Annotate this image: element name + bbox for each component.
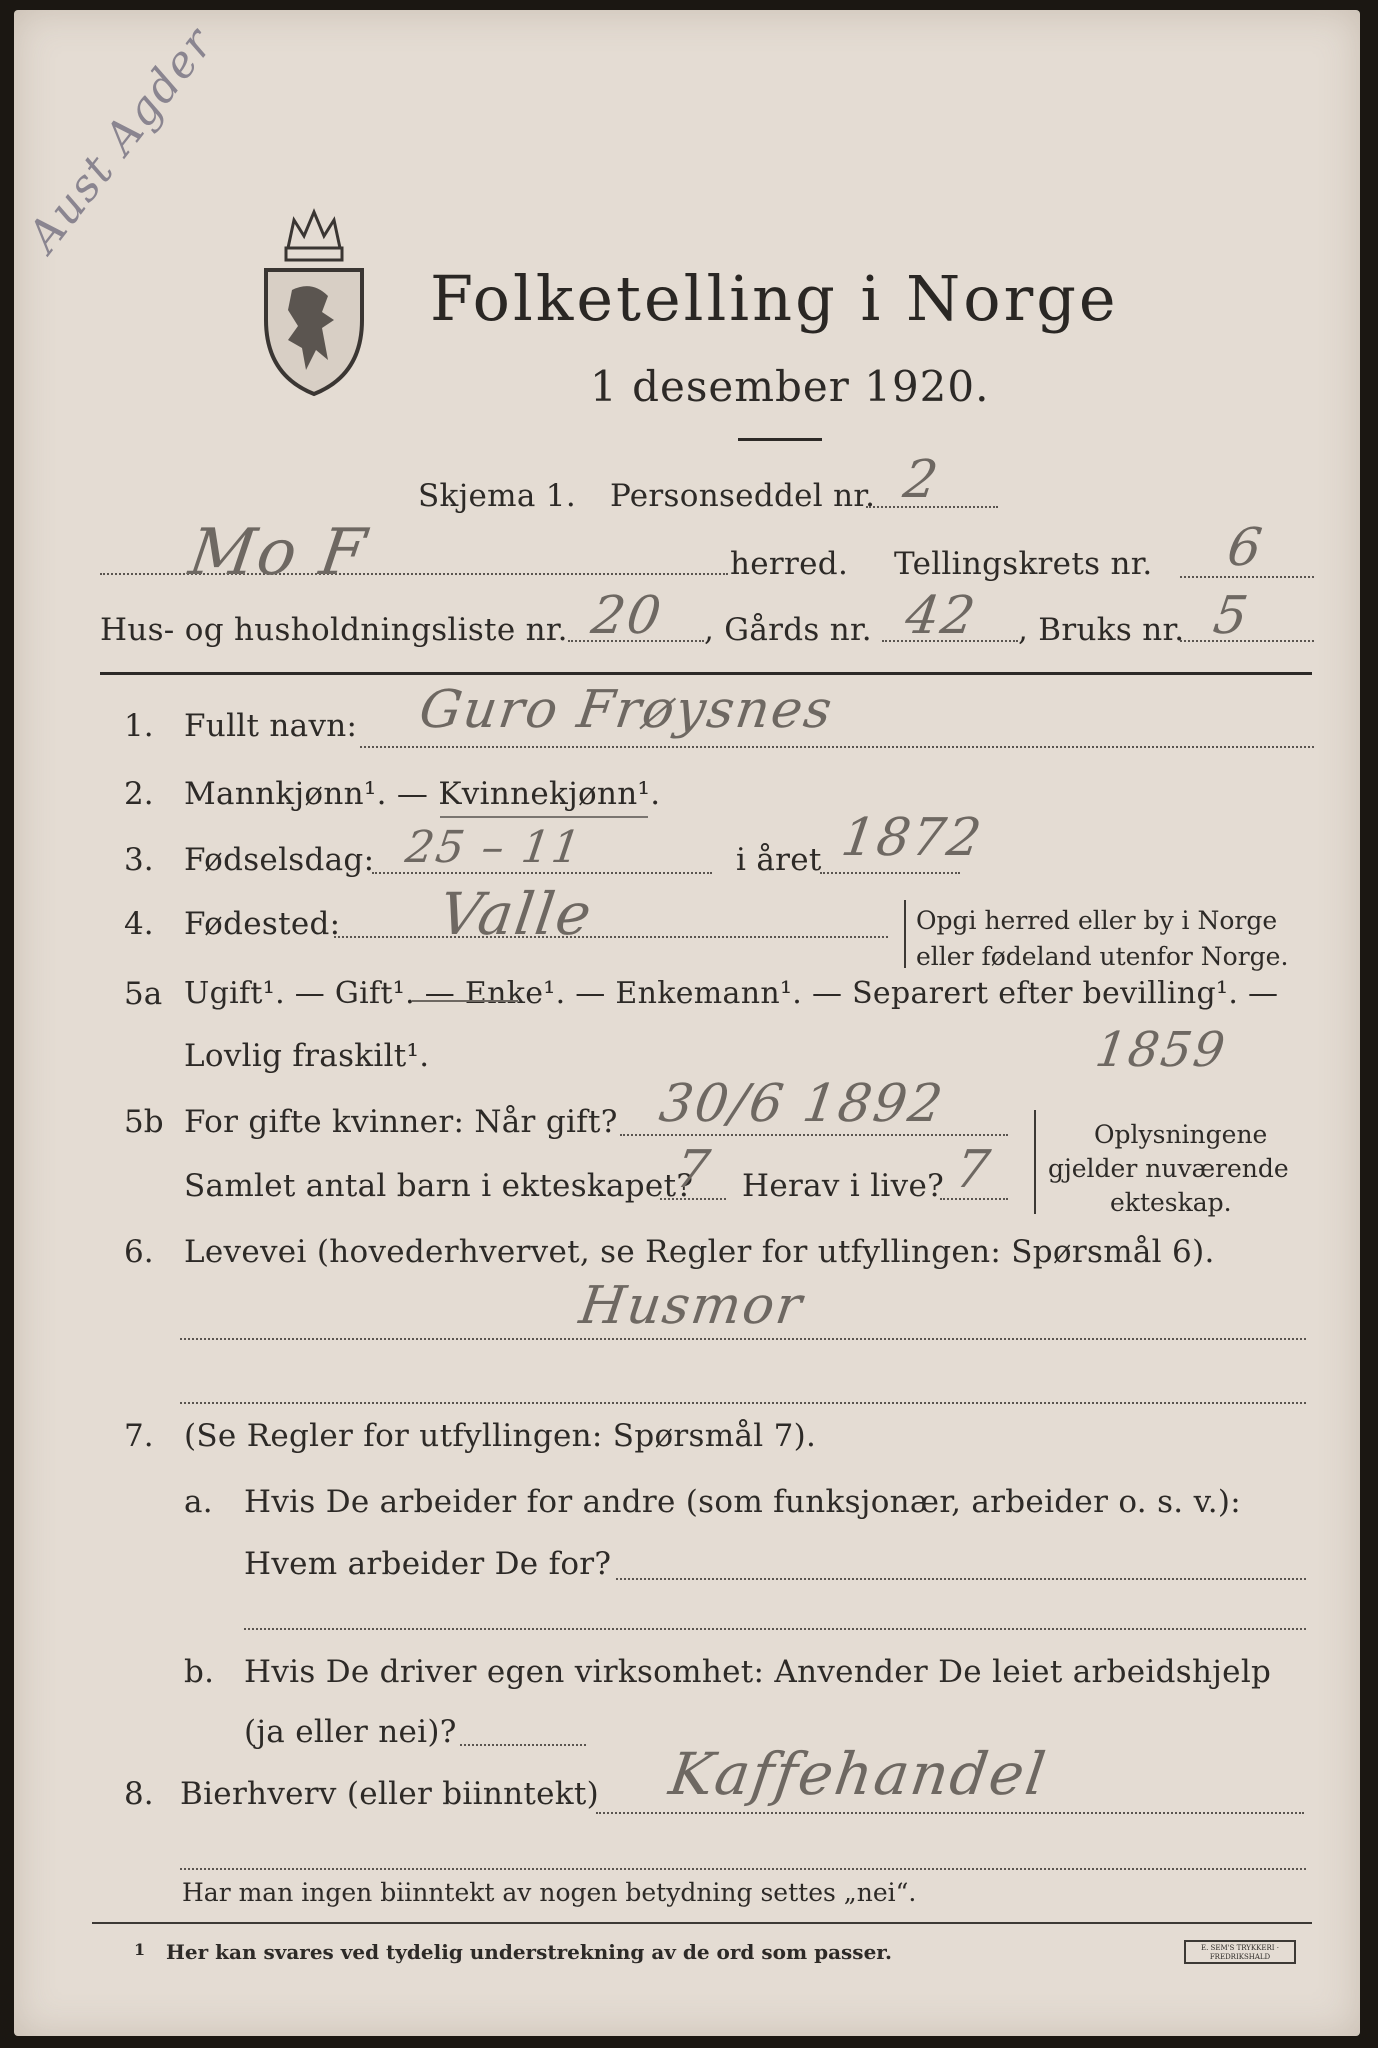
margin-note: Aust Agder (18, 17, 225, 262)
header-rule (100, 672, 1312, 675)
census-date: 1 desember 1920. (590, 362, 990, 411)
occupation-value[interactable]: Husmor (575, 1276, 808, 1336)
q7b-letter: b. (184, 1654, 215, 1690)
alive-label: Herav i live? (742, 1168, 945, 1204)
marriage-date-value[interactable]: 30/6 1892 (655, 1074, 948, 1134)
q7-label: (Se Regler for utfyllingen: Spørsmål 7). (184, 1418, 817, 1454)
q3-year-label: i året (736, 842, 822, 878)
q8-label: Bierhverv (eller biinntekt) (180, 1776, 600, 1812)
q6-label: Levevei (hovederhvervet, se Regler for utfyllingen: Spørsmål 6). (184, 1234, 1215, 1270)
margin-year-value: 1859 (1092, 1022, 1231, 1078)
q3-year-line (820, 872, 960, 874)
q3-number: 3. (124, 842, 154, 878)
gards-value[interactable]: 42 (901, 586, 981, 646)
bruks-line (1180, 640, 1314, 642)
q6-line-2 (180, 1402, 1306, 1404)
skjema-label: Skjema 1. (418, 478, 576, 514)
q6-line-1 (180, 1338, 1306, 1340)
bruks-label: , Bruks nr. (1018, 612, 1185, 648)
coat-of-arms-icon (258, 200, 370, 400)
bruks-value[interactable]: 5 (1209, 586, 1254, 646)
footnote-rule (92, 1922, 1312, 1924)
gender-options[interactable]: Mannkjønn¹. — Kvinnekjønn¹. (184, 776, 661, 812)
q7a-letter: a. (184, 1484, 213, 1520)
q2-number: 2. (124, 776, 154, 812)
form-title: Folketelling i Norge (430, 262, 1119, 335)
personseddel-value[interactable]: 2 (899, 450, 944, 510)
side-income-value[interactable]: Kaffehandel (665, 1740, 1052, 1808)
q1-line (360, 746, 1314, 748)
tellingskrets-label: Tellingskrets nr. (894, 546, 1153, 582)
q5b-note-3: ekteskap. (1110, 1188, 1232, 1217)
q6-number: 6. (124, 1234, 154, 1270)
q8-number: 8. (124, 1776, 154, 1812)
q7b-line-1: Hvis De driver egen virksomhet: Anvender De leiet arbeidshjelp (244, 1654, 1272, 1690)
q5b-number: 5b (124, 1104, 164, 1140)
birthday-value[interactable]: 25 – 11 (402, 822, 586, 873)
q7b-line-2: (ja eller nei)? (244, 1714, 457, 1750)
herred-value[interactable]: Mo F (184, 516, 373, 590)
q7b-answer-line[interactable] (460, 1744, 586, 1746)
marital-status-options[interactable]: Ugift¹. — Gift¹. — Enke¹. — Enkemann¹. — Separert efter bevilling¹. — (184, 976, 1279, 1011)
children-label: Samlet antal barn i ekteskapet? (184, 1168, 694, 1204)
q5b-label: For gifte kvinner: Når gift? (184, 1104, 618, 1140)
alive-value[interactable]: 7 (951, 1140, 996, 1200)
full-name-value[interactable]: Guro Frøysnes (415, 680, 838, 740)
personseddel-label: Personseddel nr. (610, 478, 876, 514)
q4-brace (904, 900, 906, 968)
gender-selected-underline (440, 816, 648, 818)
herred-label: herred. (730, 546, 849, 582)
q7a-line-1: Hvis De arbeider for andre (som funksjonær, arbeider o. s. v.): (244, 1484, 1242, 1520)
q5b-line (620, 1134, 1008, 1136)
q5b-brace (1034, 1110, 1036, 1214)
q4-note-1: Opgi herred eller by i Norge (916, 906, 1278, 935)
q5a-number: 5a (124, 976, 163, 1012)
q3-label: Fødselsdag: (184, 842, 375, 878)
gards-label: , Gårds nr. (704, 612, 872, 648)
marital-status-option-divorced[interactable]: Lovlig fraskilt¹. (184, 1038, 430, 1074)
q7-number: 7. (124, 1418, 154, 1454)
q5b-note-2: gjelder nuværende (1048, 1154, 1289, 1183)
q4-note-2: eller fødeland utenfor Norge. (916, 942, 1289, 971)
q5b-note-1: Oplysningene (1094, 1120, 1268, 1149)
birthplace-value[interactable]: Valle (435, 880, 598, 948)
q8-line-1 (596, 1812, 1304, 1814)
q8-line-2 (180, 1868, 1306, 1870)
printer-stamp: E. SEM'S TRYKKERI · FREDRIKSHALD (1184, 1940, 1296, 1964)
q7a-answer-line-2[interactable] (244, 1628, 1306, 1630)
husliste-value[interactable]: 20 (587, 586, 667, 646)
q1-number: 1. (124, 708, 154, 744)
children-value[interactable]: 7 (671, 1140, 716, 1200)
husliste-label: Hus- og husholdningsliste nr. (100, 612, 568, 648)
birth-year-value[interactable]: 1872 (837, 808, 987, 868)
tellingskrets-value[interactable]: 6 (1223, 518, 1268, 578)
footnote-mark: 1 (134, 1940, 146, 1959)
q1-label: Fullt navn: (184, 708, 358, 744)
q7a-line-2: Hvem arbeider De for? (244, 1546, 612, 1582)
q4-line (334, 936, 888, 938)
footnote-text: Her kan svares ved tydelig understrekning av de ord som passer. (166, 1940, 892, 1964)
q7a-answer-line-1[interactable] (616, 1578, 1306, 1580)
footer-note: Har man ingen biinntekt av nogen betydning settes „nei“. (182, 1878, 917, 1907)
marital-selected-strike (412, 1000, 518, 1002)
title-rule (738, 438, 822, 441)
q4-number: 4. (124, 906, 154, 942)
q4-label: Fødested: (184, 906, 341, 942)
